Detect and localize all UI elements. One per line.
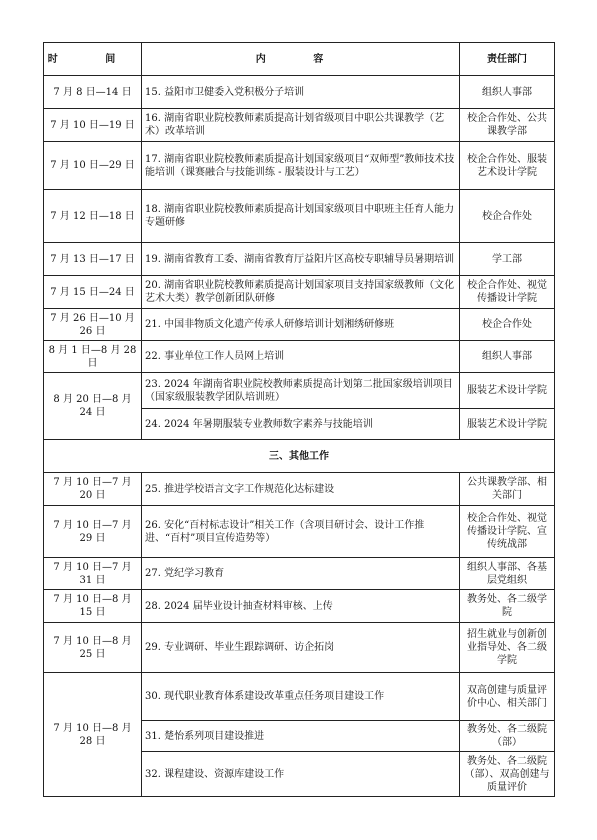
header-content: 内 容 [142,43,460,76]
row-dept: 校企合作处、视觉传播设计学院 [460,276,555,309]
row-content: 21. 中国非物质文化遗产传承人研修培训计划湘绣研修班 [142,309,460,341]
row-content: 20. 湖南省职业院校教师素质提高计划国家项目支持国家级教师（文化艺术大类）教学创新团队研修 [142,276,460,309]
row-date: 7 月 10 日—8 月 15 日 [44,590,142,623]
section-title: 三、其他工作 [44,440,555,473]
row-dept: 服装艺术设计学院 [460,373,555,409]
row-date: 7 月 15 日—24 日 [44,276,142,309]
header-date: 时 间 [44,43,142,76]
table-row [44,109,555,142]
row-dept: 招生就业与创新创业指导处、各二级学院 [460,623,555,673]
row-content: 15. 益阳市卫健委入党积极分子培训 [142,76,460,109]
row-content: 17. 湖南省职业院校教师素质提高计划国家级项目“双师型”教师技术技能培训（课赛融合与技能训练 - 服装设计与工艺） [142,142,460,190]
table-row [44,76,555,109]
table-row [44,142,555,190]
row-content: 28. 2024 届毕业设计抽查材料审核、上传 [142,590,460,623]
row-dept: 组织人事部 [460,341,555,373]
row-date: 7 月 10 日—8 月 25 日 [44,623,142,673]
table-header-row [44,43,555,76]
row-content: 23. 2024 年湖南省职业院校教师素质提高计划第二批国家级培训项目（国家级服装教学团队培训班） [142,373,460,409]
row-date: 7 月 8 日—14 日 [44,76,142,109]
row-content: 16. 湖南省职业院校教师素质提高计划省级项目中职公共课教学（艺术）改革培训 [142,109,460,142]
table-row [44,558,555,590]
row-content: 19. 湖南省教育工委、湖南省教育厅益阳片区高校专职辅导员暑期培训 [142,243,460,276]
row-content: 32. 课程建设、资源库建设工作 [142,752,460,797]
row-date: 8 月 1 日—8 月 28 日 [44,341,142,373]
section-row [44,440,555,473]
schedule-table [43,42,555,797]
table-row [44,341,555,373]
row-dept: 教务处、各二级院（部） [460,721,555,752]
row-dept: 校企合作处 [460,309,555,341]
table-row [44,243,555,276]
row-dept: 公共课教学部、相关部门 [460,473,555,506]
row-content: 24. 2024 年暑期服装专业教师数字素养与技能培训 [142,409,460,440]
header-dept: 责任部门 [460,43,555,76]
row-dept: 双高创建与质量评价中心、相关部门 [460,673,555,721]
row-dept: 服装艺术设计学院 [460,409,555,440]
table-row [44,673,555,721]
row-date: 7 月 13 日—17 日 [44,243,142,276]
row-dept: 校企合作处、视觉传播设计学院、宣传统战部 [460,506,555,558]
table-row [44,623,555,673]
row-date: 7 月 10 日—8 月 28 日 [44,673,142,797]
row-date: 7 月 10 日—7 月 29 日 [44,506,142,558]
row-content: 26. 安化“百村标志设计”相关工作（含项目研讨会、设计工作推进、“百村”项目宣传造势等） [142,506,460,558]
row-dept: 教务处、各二级院（部）、双高创建与质量评价 [460,752,555,797]
row-dept: 校企合作处 [460,190,555,243]
row-date: 7 月 26 日—10 月 26 日 [44,309,142,341]
row-content: 22. 事业单位工作人员网上培训 [142,341,460,373]
table-row [44,190,555,243]
row-dept: 校企合作处、公共课教学部 [460,109,555,142]
row-content: 27. 党纪学习教育 [142,558,460,590]
row-dept: 学工部 [460,243,555,276]
row-date: 7 月 10 日—19 日 [44,109,142,142]
row-date: 8 月 20 日—8 月 24 日 [44,373,142,440]
row-content: 29. 专业调研、毕业生跟踪调研、访企拓岗 [142,623,460,673]
table-row [44,309,555,341]
table-row [44,373,555,409]
table-row [44,506,555,558]
row-content: 30. 现代职业教育体系建设改革重点任务项目建设工作 [142,673,460,721]
row-dept: 组织人事部、各基层党组织 [460,558,555,590]
row-content: 25. 推进学校语言文字工作规范化达标建设 [142,473,460,506]
row-date: 7 月 12 日—18 日 [44,190,142,243]
row-dept: 组织人事部 [460,76,555,109]
row-content: 18. 湖南省职业院校教师素质提高计划国家级项目中职班主任育人能力专题研修 [142,190,460,243]
row-date: 7 月 10 日—7 月 31 日 [44,558,142,590]
row-date: 7 月 10 日—29 日 [44,142,142,190]
row-date: 7 月 10 日—7 月 20 日 [44,473,142,506]
row-dept: 教务处、各二级学院 [460,590,555,623]
table-row [44,276,555,309]
table-row [44,473,555,506]
row-content: 31. 楚怡系列项目建设推进 [142,721,460,752]
row-dept: 校企合作处、服装艺术设计学院 [460,142,555,190]
table-row [44,590,555,623]
